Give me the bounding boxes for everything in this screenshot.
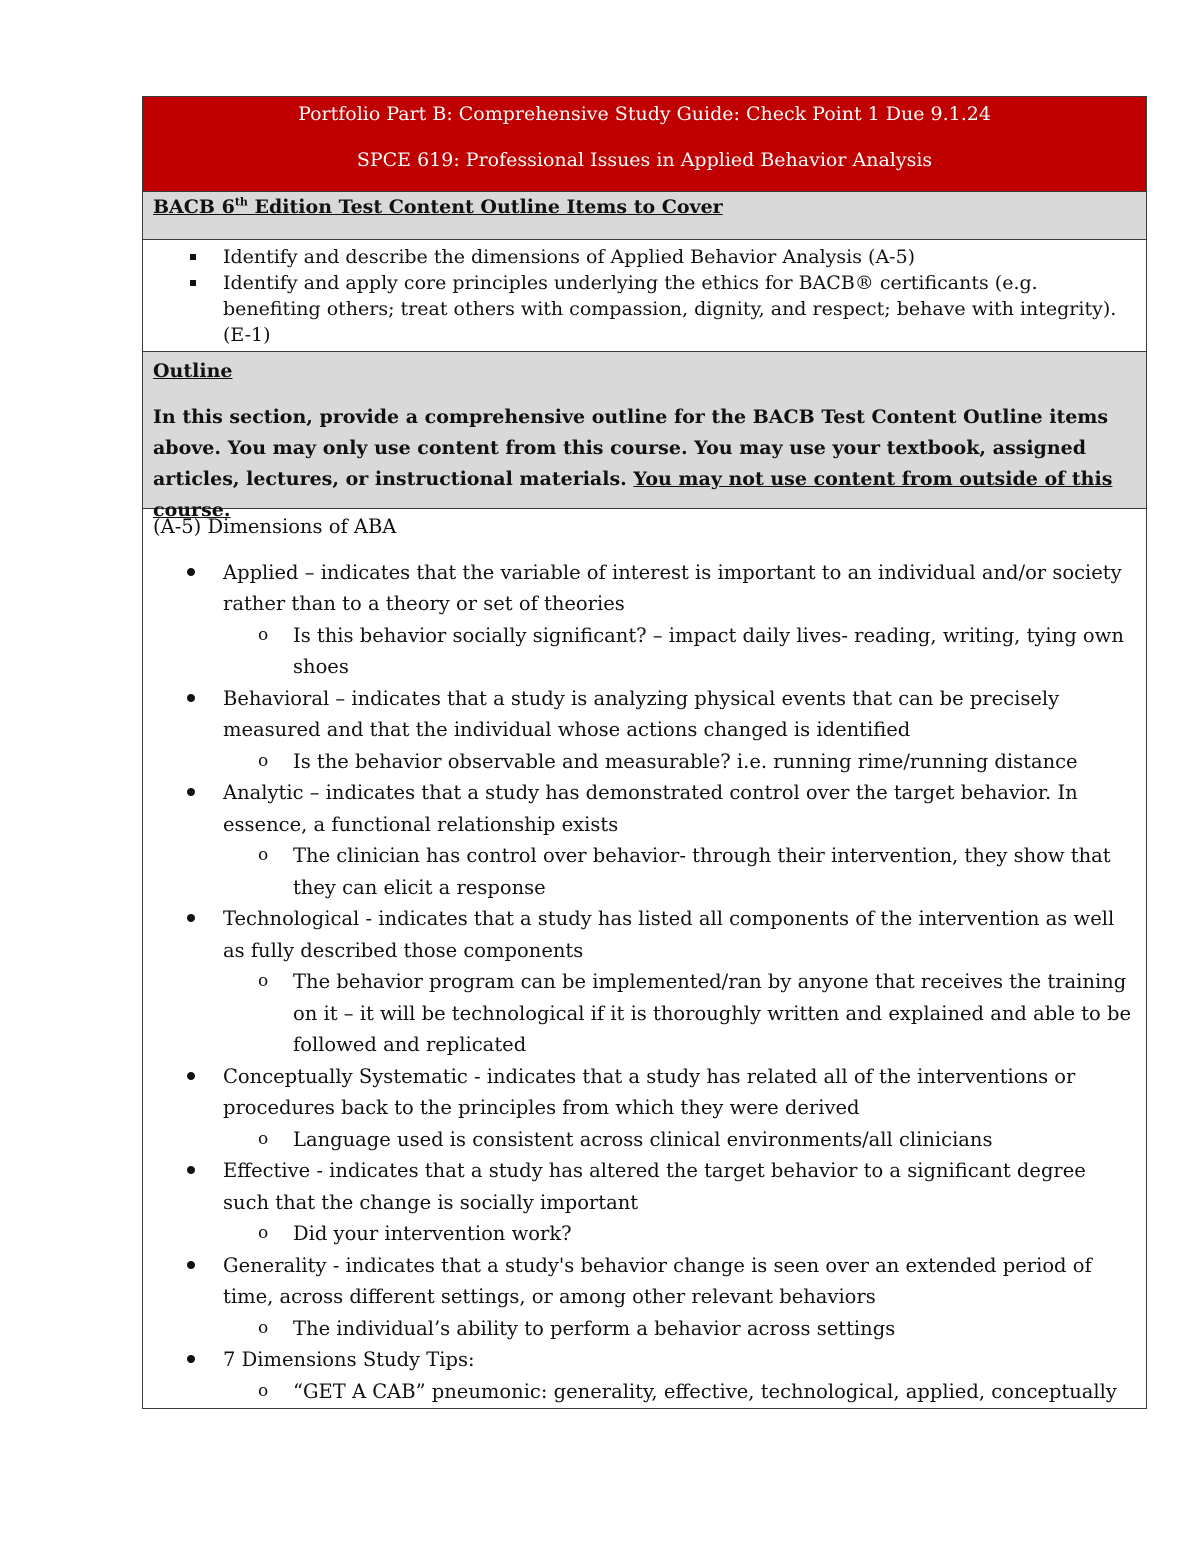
dimension-item bbox=[223, 1344, 1136, 1407]
dimension-item bbox=[223, 683, 1136, 778]
tco-item-text: Identify and describe the dimensions of Applied Behavior Analysis (A-5) bbox=[223, 246, 916, 268]
dimension-sub-text: Is this behavior socially significant? – impact daily lives- reading, writing, tying own shoes bbox=[293, 623, 1124, 678]
outline-content-row bbox=[143, 509, 1146, 1407]
tco-items-row bbox=[143, 240, 1146, 352]
dimension-sub-item bbox=[258, 1124, 1136, 1156]
bullet-dot-icon bbox=[187, 788, 195, 796]
hollow-bullet-icon: o bbox=[258, 1317, 269, 1338]
outline-title: Outline bbox=[153, 360, 233, 382]
hollow-bullet-icon: o bbox=[258, 845, 269, 865]
dimension-sub-list bbox=[223, 1124, 1136, 1156]
dimension-sub-list bbox=[223, 966, 1136, 1061]
dimension-sub-list bbox=[223, 1376, 1136, 1408]
dimension-sub-text: Language used is consistent across clinical environments/all clinicians bbox=[293, 1127, 993, 1151]
dimension-item bbox=[223, 557, 1136, 683]
dimension-sub-item bbox=[258, 620, 1136, 683]
dimension-sub-text: The behavior program can be implemented/ran by anyone that receives the training on it – it will be technological if it is thoroughly written and explained and able to be followed and replicated bbox=[293, 970, 1131, 1056]
square-bullet-icon bbox=[190, 254, 196, 260]
header-banner bbox=[143, 97, 1146, 192]
section-title: (A-5) Dimensions of ABA bbox=[153, 515, 397, 538]
dimension-sub-text: “GET A CAB” pneumonic: generality, effective, technological, applied, conceptually bbox=[293, 1379, 1117, 1403]
dimension-text: 7 Dimensions Study Tips: bbox=[223, 1348, 475, 1371]
dimension-text: Analytic – indicates that a study has demonstrated control over the target behavior. In essence, a functional relationship exists bbox=[223, 781, 1078, 836]
dimension-text: Generality - indicates that a study's behavior change is seen over an extended period of time, across different settings, or among other relevant behaviors bbox=[223, 1253, 1092, 1308]
dimension-sub-item bbox=[258, 966, 1136, 1061]
tco-item-list bbox=[153, 244, 1136, 348]
bullet-dot-icon bbox=[187, 694, 195, 702]
dimension-item bbox=[223, 777, 1136, 903]
tco-item-text: Identify and apply core principles underlying the ethics for BACB® certificants (e.g. benefiting others; treat others with compassion, dignity, and respect; behave with integrity). (E-1) bbox=[223, 272, 1117, 346]
hollow-bullet-icon: o bbox=[258, 971, 269, 991]
outline-instructions-row bbox=[143, 352, 1146, 521]
square-bullet-icon bbox=[190, 280, 196, 286]
outline-restriction: You may not use content from outside of this course. bbox=[153, 468, 1113, 521]
dimension-sub-text: The individual’s ability to perform a behavior across settings bbox=[293, 1316, 896, 1340]
study-guide-table bbox=[142, 96, 1147, 1409]
dimension-item bbox=[223, 1061, 1136, 1156]
hollow-bullet-icon: o bbox=[258, 1380, 269, 1401]
bullet-dot-icon bbox=[187, 1166, 195, 1174]
dimension-sub-item bbox=[258, 1218, 1136, 1250]
bullet-dot-icon bbox=[187, 568, 195, 576]
bullet-dot-icon bbox=[187, 1355, 195, 1363]
dimension-sub-item bbox=[258, 1313, 1136, 1345]
hollow-bullet-icon: o bbox=[258, 1223, 269, 1243]
course-title: SPCE 619: Professional Issues in Applied Behavior Analysis bbox=[356, 149, 933, 171]
tco-heading-row bbox=[143, 192, 1146, 240]
dimensions-list bbox=[153, 557, 1136, 1408]
dimension-sub-list bbox=[223, 840, 1136, 903]
hollow-bullet-icon: o bbox=[258, 1128, 269, 1149]
tco-heading-sup: th bbox=[234, 195, 248, 209]
dimension-text: Effective - indicates that a study has altered the target behavior to a significant degree such that the change is socially important bbox=[223, 1159, 1086, 1214]
dimension-sub-list bbox=[223, 1218, 1136, 1250]
bullet-dot-icon bbox=[187, 1072, 195, 1080]
tco-item bbox=[223, 270, 1136, 348]
hollow-bullet-icon: o bbox=[258, 750, 269, 771]
dimension-text: Technological - indicates that a study has listed all components of the intervention as well as fully described those components bbox=[223, 907, 1115, 962]
tco-item bbox=[223, 244, 1136, 270]
dimension-sub-list bbox=[223, 746, 1136, 778]
dimension-text: Conceptually Systematic - indicates that a study has related all of the interventions or procedures back to the principles from which they were derived bbox=[223, 1064, 1076, 1119]
outline-instructions bbox=[153, 402, 1136, 526]
tco-heading bbox=[153, 196, 723, 218]
dimension-sub-text: Is the behavior observable and measurable? i.e. running rime/running distance bbox=[293, 749, 1078, 773]
tco-heading-prefix: BACB 6 bbox=[153, 196, 235, 218]
dimension-sub-item bbox=[258, 1376, 1136, 1408]
bullet-dot-icon bbox=[187, 1261, 195, 1269]
dimension-sub-text: The clinician has control over behavior- through their intervention, they show that they can elicit a response bbox=[293, 844, 1111, 899]
dimension-item bbox=[223, 903, 1136, 1061]
dimension-text: Behavioral – indicates that a study is analyzing physical events that can be precisely measured and that the individual whose actions changed is identified bbox=[223, 686, 1060, 741]
dimension-sub-text: Did your intervention work? bbox=[293, 1222, 572, 1245]
dimension-sub-item bbox=[258, 746, 1136, 778]
dimension-text: Applied – indicates that the variable of interest is important to an individual and/or society rather than to a theory or set of theories bbox=[223, 560, 1122, 615]
dimension-sub-item bbox=[258, 840, 1136, 903]
dimension-sub-list bbox=[223, 1313, 1136, 1345]
bullet-dot-icon bbox=[187, 914, 195, 922]
hollow-bullet-icon: o bbox=[258, 624, 269, 645]
dimension-item bbox=[223, 1250, 1136, 1345]
dimension-item bbox=[223, 1155, 1136, 1250]
portfolio-title: Portfolio Part B: Comprehensive Study Guide: Check Point 1 Due 9.1.24 bbox=[298, 103, 991, 125]
outline-instruction-text: In this section, provide a comprehensive outline for the BACB Test Content Outline items above. You may only use content from this course. You may use your textbook, assigned articles, lectures, or instructional materials. bbox=[153, 406, 1109, 490]
dimension-sub-list bbox=[223, 620, 1136, 683]
tco-heading-suffix: Edition Test Content Outline Items to Cover bbox=[247, 196, 723, 218]
